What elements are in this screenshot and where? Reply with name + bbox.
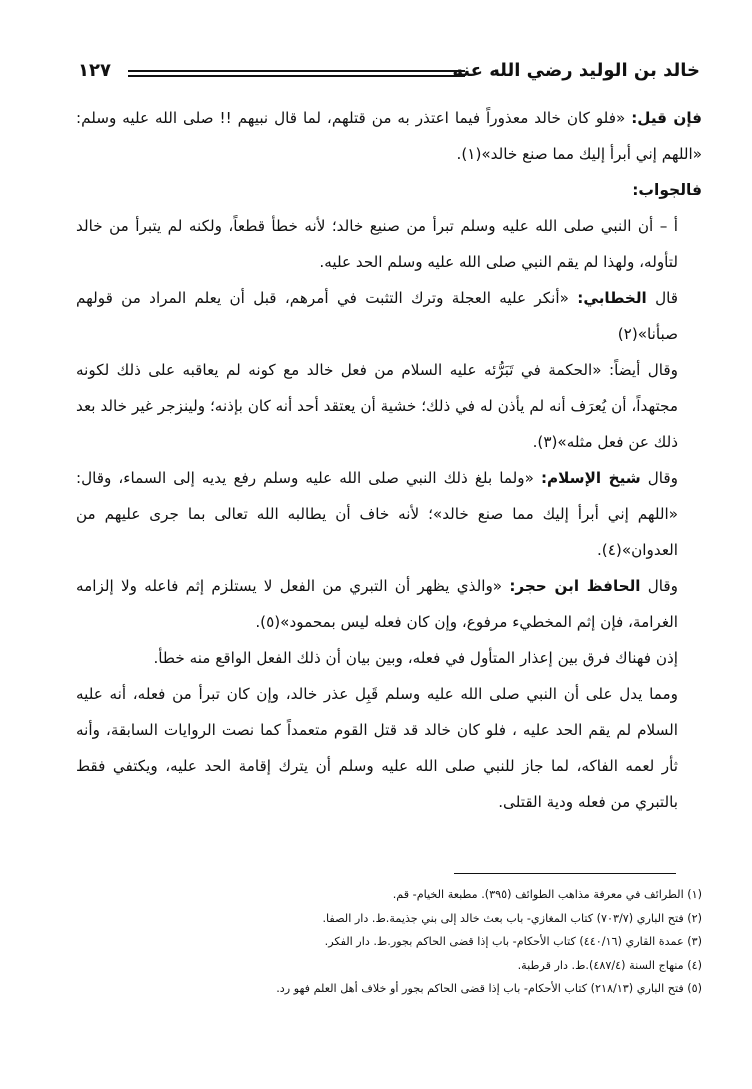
- paragraph-conclusion: إذن فهناك فرق بين إعذار المتأول في فعله، وبين بيان أن ذلك الفعل الواقع منه خطأ.: [153, 649, 678, 667]
- footnote-item: (١) الطرائف في معرفة مذاهب الطوائف (٣٩٥). مطبعة الخيام- قم.: [392, 888, 702, 901]
- footnote-item: (٢) فتح الباري (٧٠٣/٧) كتاب المغازي- باب بعث خالد إلى بني جذيمة.ط. دار الصفا.: [322, 911, 702, 925]
- keyword-shaykh-islam: شيخ الإسلام:: [540, 469, 641, 487]
- keyword-objection: فإن قيل:: [631, 109, 702, 127]
- page-header: [78, 58, 700, 90]
- paragraph-text: «والذي يظهر أن التبري من الفعل لا يستلزم إثم فاعله ولا إلزامه الغرامة، فإن إثم المخطيء مرفوع، وإن كان فعله ليس بمحمود»(٥).: [76, 577, 678, 631]
- paragraph-objection: [76, 100, 702, 172]
- keyword-ibn-hajar: الحافظ ابن حجر:: [509, 577, 641, 595]
- footnote-item: (٤) منهاج السنة (٤٨٧/٤).ط. دار قرطبة.: [517, 958, 702, 972]
- header-double-rule: [128, 70, 465, 77]
- footnotes: [76, 883, 702, 1001]
- keyword-khattabi: الخطابي:: [577, 289, 647, 307]
- paragraph-answer-a: أ – أن النبي صلى الله عليه وسلم تبرأ من صنيع خالد؛ لأنه خطأ قطعاً، ولكنه لم يتبرأ من خالد لتأوله، ولهذا لم يقم النبي صلى الله عليه وسلم الحد عليه.: [76, 217, 678, 271]
- paragraph-shaykh-islam: [76, 460, 702, 568]
- main-text: [76, 100, 702, 820]
- paragraph-text: «ولما بلغ ذلك النبي صلى الله عليه وسلم رفع يديه إلى السماء، وقال: «اللهم إني أبرأ إليك مما صنع خالد»؛ لأنه خاف أن يطالبه الله تعالى بما جرى عليهم من العدوان»(٤).: [76, 469, 678, 559]
- paragraph-ibn-hajar: [76, 568, 702, 640]
- footnote-item: (٣) عمدة القاري (٤٤٠/١٦) كتاب الأحكام- باب إذا قضى الحاكم بجور.ط. دار الفكر.: [324, 935, 702, 948]
- paragraph-prefix: قال: [646, 289, 678, 307]
- paragraph-text: «أنكر عليه العجلة وترك التثبت في أمرهم، قبل أن يعلم المراد من قولهم صبأنا»(٢): [76, 289, 678, 343]
- footnote-separator: [454, 873, 676, 874]
- running-title: خالد بن الوليد رضي الله عنه: [452, 60, 700, 81]
- paragraph-also: وقال أيضاً: «الحكمة في تَبَرُّئه عليه السلام من فعل خالد مع كونه لم يعاقبه على ذلك لكونه مجتهداً، أن يُعرَف أنه لم يأذن له في ذلك؛ خشية أن يعتقد أحد أنه كان بإذنه؛ ولينزجر غير خالد بعد ذلك عن فعل مثله»(٣).: [76, 361, 678, 451]
- page-number: ١٢٧: [78, 60, 111, 81]
- paragraph-khattabi: [76, 280, 702, 352]
- footnote-item: (٥) فتح الباري (٢١٨/١٣) كتاب الأحكام- باب إذا قضى الحاكم بجور أو خلاف أهل العلم فهو رد.: [276, 982, 702, 995]
- paragraph-prefix: وقال: [640, 577, 679, 595]
- paragraph-prefix: وقال: [640, 469, 678, 487]
- answer-heading: فالجواب:: [632, 181, 702, 199]
- paragraph-evidence: ومما يدل على أن النبي صلى الله عليه وسلم قَبِل عذر خالد، وإن كان تبرأ من فعله، أنه عليه السلام لم يقم الحد عليه ، فلو كان خالد قد قتل القوم متعمداً كما نصت الروايات السابقة، وأنه ثأر لعمه الفاكه، لما جاز للنبي صلى الله عليه وسلم أن يترك إقامة الحد عليه، ويكتفي فقط بالتبري من فعله ودية القتلى.: [76, 685, 678, 811]
- paragraph-text: «فلو كان خالد معذوراً فيما اعتذر به من قتلهم، لما قال نبيهم !! صلى الله عليه وسلم: «اللهم إني أبرأ إليك مما صنع خالد»(١).: [76, 109, 702, 163]
